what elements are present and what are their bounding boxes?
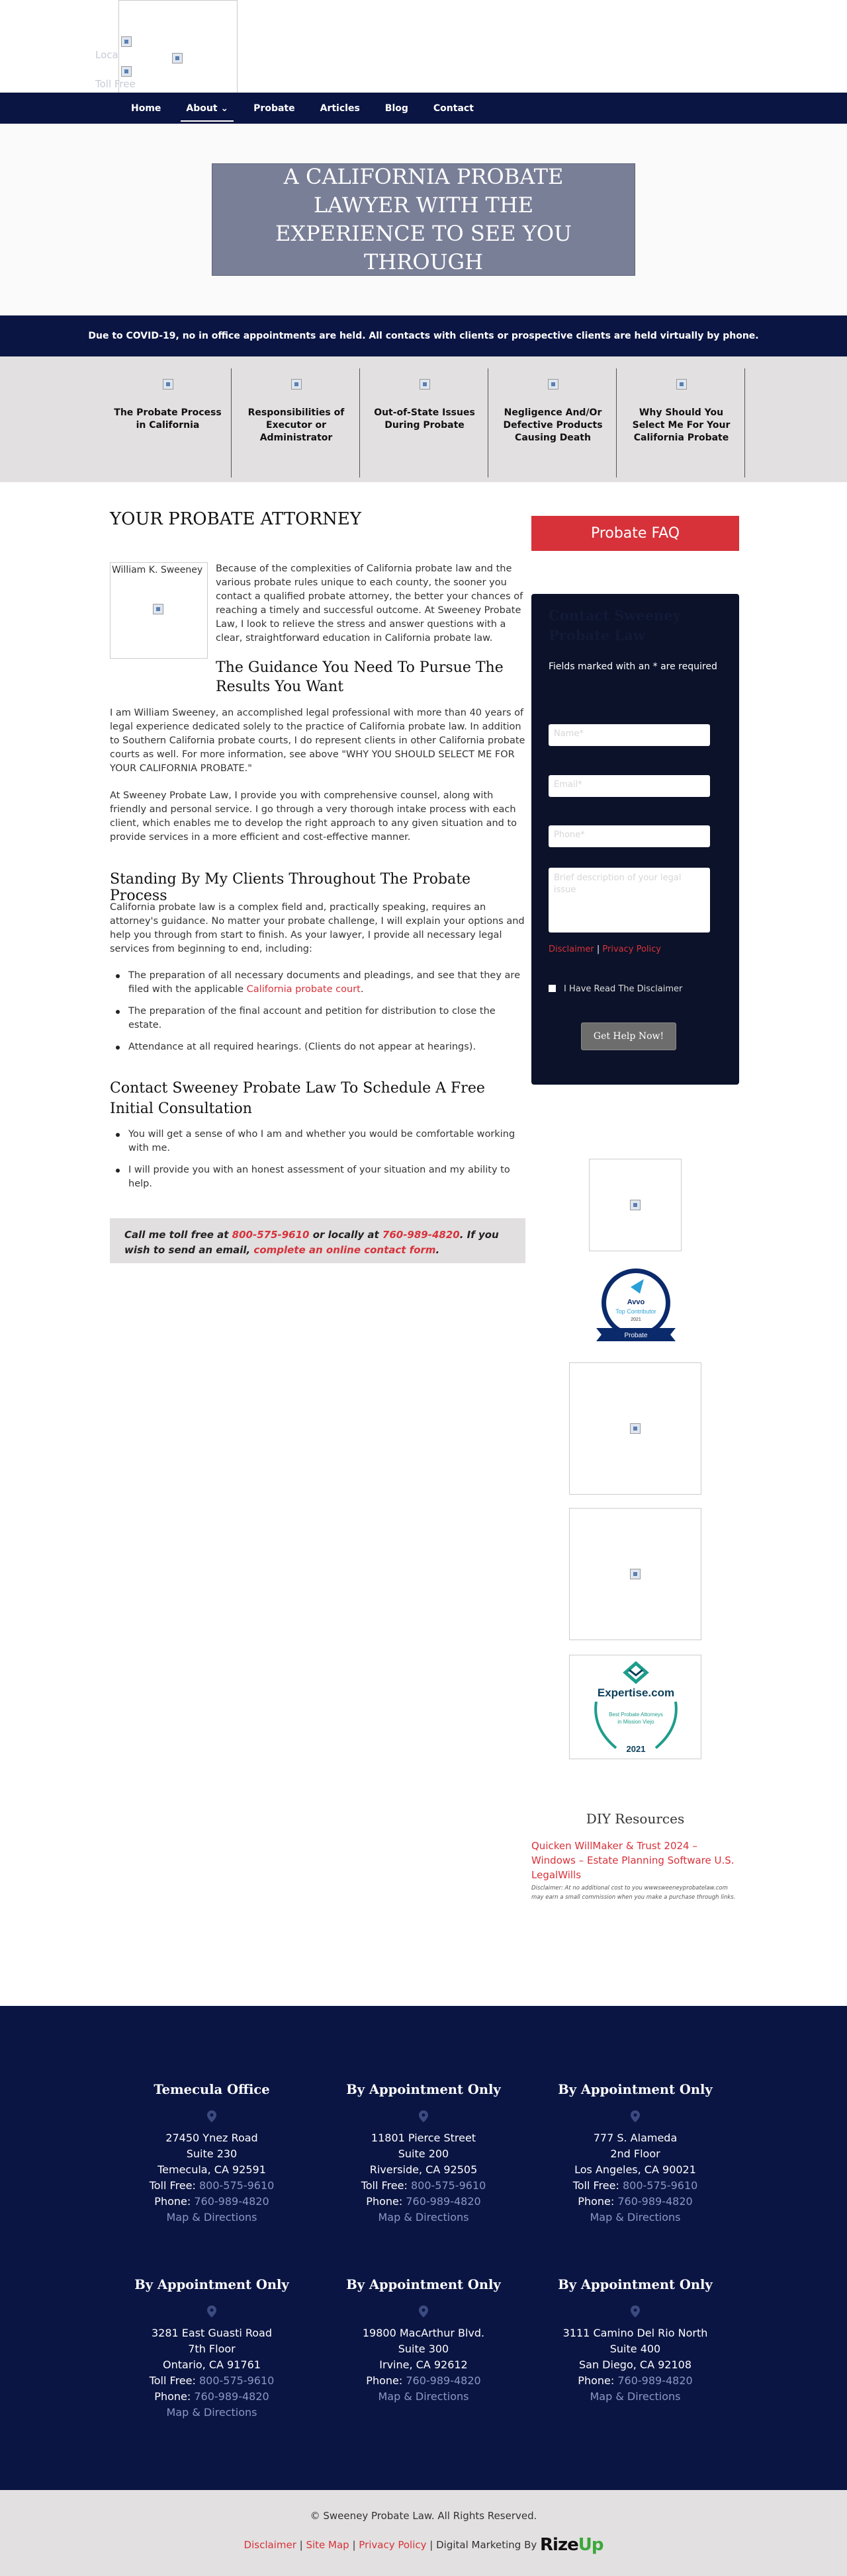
map-pin-icon — [419, 2110, 428, 2122]
office-title: By Appointment Only — [558, 2277, 713, 2292]
local-phone-link[interactable]: 760-989-4820 — [382, 1229, 460, 1241]
office-title: By Appointment Only — [346, 2082, 501, 2097]
nav-item-blog[interactable]: Blog — [384, 103, 408, 114]
phone-link[interactable]: 760-989-4820 — [406, 2195, 481, 2208]
toll-free-link[interactable]: 800-575-9610 — [410, 2179, 486, 2192]
phone-label: Phone: — [154, 2390, 195, 2403]
rizeup-logo-part: Up — [578, 2535, 603, 2555]
cta-text: . — [435, 1244, 440, 1256]
phone-label: Phone: — [578, 2374, 618, 2387]
address-line: Suite 200 — [398, 2147, 449, 2160]
consultation-list — [110, 1128, 525, 1199]
broken-image-icon — [548, 379, 558, 390]
broken-image-icon — [163, 379, 173, 390]
toll-free-label: Toll Free: — [149, 2179, 199, 2192]
office-block — [324, 2277, 523, 2405]
feature-strip — [0, 356, 847, 482]
expertise-graphic — [570, 1655, 702, 1760]
address-line: Suite 300 — [398, 2343, 449, 2355]
address-line: Riverside, CA 92505 — [369, 2163, 478, 2176]
address-line: 7th Floor — [188, 2343, 236, 2355]
diy-disclaimer: Disclaimer: At no additional cost to you wwwsweeneyprobatelaw.com may earn a small commission when you make a purchase through links. — [531, 1885, 736, 1901]
phone-link[interactable]: 760-989-4820 — [194, 2195, 269, 2208]
map-pin-icon — [631, 2306, 640, 2317]
avvo-line1: Top Contributor — [615, 1308, 656, 1315]
services-list — [110, 969, 525, 1062]
avvo-badge[interactable] — [591, 1267, 681, 1345]
disclaimer-checkbox[interactable] — [549, 984, 682, 994]
credit-text: Digital Marketing By — [436, 2539, 537, 2551]
phone-link[interactable]: 760-989-4820 — [617, 2195, 693, 2208]
covid-notice-bar — [0, 315, 847, 356]
address-line: Los Angeles, CA 90021 — [574, 2163, 696, 2176]
office-address — [536, 2325, 735, 2405]
map-directions-link[interactable]: Map & Directions — [590, 2211, 681, 2223]
phone-link[interactable]: 760-989-4820 — [194, 2390, 269, 2403]
bottom-bar — [0, 2490, 847, 2576]
feature-label: The Probate Process in California — [114, 407, 222, 431]
address-line: 11801 Pierce Street — [371, 2132, 476, 2144]
broken-image-icon — [420, 379, 430, 390]
toll-free-label: Toll Free: — [361, 2179, 411, 2192]
avvo-ribbon: Probate — [624, 1332, 648, 1339]
map-directions-link[interactable]: Map & Directions — [378, 2390, 469, 2403]
list-item-text: . — [360, 984, 364, 995]
laurel-right-icon — [656, 1702, 676, 1748]
rizeup-logo[interactable] — [540, 2535, 603, 2555]
list-item: You will get a sense of who I am and whether you would be comfortable working with me. — [110, 1128, 525, 1155]
expertise-brand: Expertise.com — [597, 1686, 675, 1699]
main-content — [110, 509, 525, 1256]
office-block — [536, 2082, 735, 2225]
office-title: By Appointment Only — [558, 2082, 713, 2097]
phone-link[interactable]: 760-989-4820 — [617, 2374, 693, 2387]
expertise-line1: Best Probate Attorneys — [609, 1712, 663, 1718]
address-line: Irvine, CA 92612 — [379, 2358, 468, 2371]
intro-paragraph: Because of the complexities of California probate law and the various probate rules unique to each county, the sooner you contact a qualified probate attorney, the better your chances of reaching a timely and successful outcome. At Sweeney Probate Law, I look to relieve the stress and answer questions with a clear, straightforward education in California probate law. — [216, 563, 523, 644]
broken-image-icon — [291, 379, 302, 390]
main-nav — [0, 93, 847, 124]
diy-resource-link[interactable]: Quicken WillMaker & Trust 2024 – Windows – Estate Planning Software U.S. LegalWills — [531, 1840, 735, 1881]
list-item: I will provide you with an honest assessment of your situation and my ability to help. — [110, 1163, 525, 1191]
submit-button[interactable]: Get Help Now! — [581, 1022, 676, 1050]
address-line: 777 S. Alameda — [593, 2132, 678, 2144]
phone-label: Phone: — [578, 2195, 618, 2208]
diy-heading: DIY Resources — [586, 1811, 685, 1827]
cta-text: . If you wish to send an email, — [124, 1229, 499, 1256]
hero-title: A CALIFORNIA PROBATE LAWYER WITH THE EXPERIENCE TO SEE YOU THROUGH — [275, 164, 572, 274]
experience-paragraph: I am William Sweeney, an accomplished legal professional with more than 40 years of legal experience dedicated solely to the practice of California probate law. In addition to Southern California probate courts, I do represent clients in other California probate courts as well. For more information, see above "WHY YOU SHOULD SELECT ME FOR YOUR CALIFORNIA PROBATE." — [110, 708, 525, 774]
feature-card-out-of-state[interactable] — [361, 368, 488, 478]
map-directions-link[interactable]: Map & Directions — [378, 2211, 469, 2223]
address-line: 3281 East Guasti Road — [151, 2327, 273, 2339]
expertise-badge[interactable] — [569, 1655, 701, 1759]
feature-card-probate-process[interactable] — [105, 368, 232, 478]
attorney-photo-alt: William K. Sweeney — [112, 565, 203, 575]
address-line: 27450 Ynez Road — [165, 2132, 258, 2144]
address-line: 3111 Camino Del Rio North — [562, 2327, 708, 2339]
form-links: Disclaimer | Privacy Policy — [549, 944, 662, 954]
address-line: Suite 400 — [609, 2343, 661, 2355]
toll-free-phone-link[interactable]: 800-575-9610 — [232, 1229, 310, 1241]
header-location-text: Loca — [95, 49, 118, 61]
rizeup-logo-part: Rize — [540, 2535, 578, 2555]
broken-image-icon — [630, 1423, 641, 1434]
expertise-line2: in Mission Viejo — [617, 1719, 654, 1725]
footer-disclaimer-link[interactable]: Disclaimer — [244, 2539, 296, 2551]
broken-image-icon — [172, 53, 183, 63]
phone-label: Phone: — [366, 2374, 406, 2387]
office-address — [536, 2130, 735, 2225]
copyright: © Sweeney Probate Law. All Rights Reserved. — [310, 2510, 537, 2522]
toll-free-link[interactable]: 800-575-9610 — [622, 2179, 698, 2192]
email-input[interactable]: Email* — [549, 775, 710, 797]
phone-label: Phone: — [366, 2195, 406, 2208]
phone-link[interactable]: 760-989-4820 — [406, 2374, 481, 2387]
address-line: Temecula, CA 92591 — [157, 2163, 266, 2176]
expertise-year: 2021 — [626, 1744, 646, 1754]
list-item: Attendance at all required hearings. (Clients do not appear at hearings). — [110, 1040, 525, 1054]
page-title: YOUR PROBATE ATTORNEY — [110, 509, 361, 529]
checkbox-box[interactable] — [549, 985, 556, 992]
address-line: Ontario, CA 91761 — [163, 2358, 261, 2371]
feature-card-executor[interactable] — [233, 368, 360, 478]
map-directions-link[interactable]: Map & Directions — [166, 2211, 257, 2223]
probate-court-link[interactable]: California probate court — [246, 984, 361, 995]
probate-faq-button[interactable]: Probate FAQ — [531, 516, 739, 551]
map-directions-link[interactable]: Map & Directions — [166, 2406, 257, 2419]
avvo-line2: 2021 — [631, 1317, 641, 1322]
toll-free-label: Toll Free: — [149, 2374, 199, 2387]
office-address — [112, 2130, 311, 2225]
map-directions-link[interactable]: Map & Directions — [590, 2390, 681, 2403]
list-item-text: The preparation of all necessary documents and pleadings, and see that they are filed with the applicable — [128, 970, 520, 995]
form-required-note: Fields marked with an * are required — [549, 661, 717, 672]
nav-item-home[interactable]: Home — [131, 103, 161, 114]
privacy-policy-link[interactable]: Privacy Policy — [602, 944, 662, 954]
message-textarea[interactable]: Brief description of your legal issue — [549, 868, 710, 933]
office-address — [324, 2325, 523, 2405]
map-pin-icon — [207, 2110, 216, 2122]
address-line: Suite 230 — [186, 2147, 238, 2160]
office-block — [112, 2277, 311, 2421]
disclaimer-link[interactable]: Disclaimer — [549, 944, 594, 954]
form-title: Contact Sweeney Probate Law — [549, 607, 681, 644]
office-title: Temecula Office — [154, 2082, 270, 2097]
broken-image-icon — [676, 379, 687, 390]
contact-form — [531, 594, 739, 1085]
office-address — [324, 2130, 523, 2225]
list-item — [110, 969, 525, 997]
feature-label: Why Should You Select Me For Your California Probate — [632, 407, 731, 443]
feature-card-why-select[interactable] — [618, 368, 745, 478]
header-tollfree-text: Toll Free — [95, 78, 136, 90]
office-block — [324, 2082, 523, 2225]
avvo-brand: Avvo — [627, 1298, 645, 1306]
nav-item-probate[interactable]: Probate — [253, 103, 295, 114]
name-input[interactable]: Name* — [549, 724, 710, 746]
nav-item-contact[interactable]: Contact — [433, 103, 474, 114]
feature-label: Out-of-State Issues During Probate — [374, 407, 475, 431]
office-block — [536, 2277, 735, 2405]
site-map-link[interactable]: Site Map — [306, 2539, 349, 2551]
badge-image[interactable] — [569, 1362, 701, 1495]
feature-label: Negligence And/Or Defective Products Causing Death — [503, 407, 603, 443]
hero-section — [0, 124, 847, 315]
site-header — [0, 0, 847, 93]
map-pin-icon — [631, 2110, 640, 2122]
office-block — [112, 2082, 311, 2225]
map-pin-icon — [207, 2306, 216, 2317]
badge-image[interactable] — [569, 1508, 701, 1640]
address-line: San Diego, CA 92108 — [578, 2358, 691, 2371]
phone-input[interactable]: Phone* — [549, 825, 710, 847]
toll-free-label: Toll Free: — [572, 2179, 623, 2192]
feature-label: Responsibilities of Executor or Administrator — [247, 407, 345, 443]
service-paragraph: At Sweeney Probate Law, I provide you with comprehensive counsel, along with friendly and personal service. I go through a very thorough intake process with each client, which enables me to develop the right approach to any given situation and to provide services in a more efficient and cost-effective manner. — [110, 790, 517, 843]
address-line: 2nd Floor — [610, 2147, 660, 2160]
toll-free-link[interactable]: 800-575-9610 — [199, 2374, 275, 2387]
guidance-heading: The Guidance You Need To Pursue The Results You Want — [216, 659, 504, 695]
phone-label: Phone: — [154, 2195, 195, 2208]
cta-text: or locally at — [309, 1229, 382, 1241]
toll-free-link[interactable]: 800-575-9610 — [199, 2179, 275, 2192]
office-title: By Appointment Only — [134, 2277, 289, 2292]
covid-notice-text: Due to COVID-19, no in office appointments are held. All contacts with clients or prospective clients are held virtually by phone. — [88, 331, 759, 341]
office-address — [112, 2325, 311, 2421]
laurel-left-icon — [596, 1702, 616, 1748]
office-title: By Appointment Only — [346, 2277, 501, 2292]
broken-image-icon — [630, 1200, 641, 1210]
map-pin-icon — [419, 2306, 428, 2317]
nav-item-about[interactable]: About ⌄ — [186, 103, 229, 114]
broken-image-icon — [153, 604, 163, 614]
badge-image[interactable] — [589, 1159, 682, 1251]
address-line: 19800 MacArthur Blvd. — [362, 2327, 485, 2339]
attorney-photo — [110, 562, 208, 659]
standing-heading: Standing By My Clients Throughout The Probate Process — [110, 871, 471, 904]
diy-resources — [531, 1811, 739, 1902]
checkbox-label: I Have Read The Disclaimer — [564, 984, 683, 994]
broken-image-icon — [121, 36, 132, 47]
broken-image-icon — [630, 1569, 641, 1579]
contact-form-link[interactable]: complete an online contact form — [253, 1244, 436, 1256]
bottom-links: Disclaimer | Site Map | Privacy Policy | Digital Marketing By RizeUp — [244, 2535, 603, 2555]
list-item: The preparation of the final account and petition for distribution to close the estate. — [110, 1005, 525, 1032]
footer-privacy-link[interactable]: Privacy Policy — [359, 2539, 427, 2551]
standing-paragraph: California probate law is a complex field and, practically speaking, requires an attorney's guidance. No matter your probate challenge, I will explain your options and help you through from start to finish. As your lawyer, I provide all necessary legal services from beginning to end, including: — [110, 902, 525, 954]
call-to-action-box — [110, 1218, 525, 1263]
feature-card-negligence[interactable] — [490, 368, 617, 478]
contact-heading: Contact Sweeney Probate Law To Schedule A Free Initial Consultation — [110, 1080, 485, 1117]
cta-text: Call me toll free at — [124, 1229, 232, 1241]
site-footer — [0, 2006, 847, 2490]
nav-item-articles[interactable]: Articles — [320, 103, 360, 114]
hero-banner — [212, 163, 635, 276]
broken-image-icon — [121, 66, 132, 77]
